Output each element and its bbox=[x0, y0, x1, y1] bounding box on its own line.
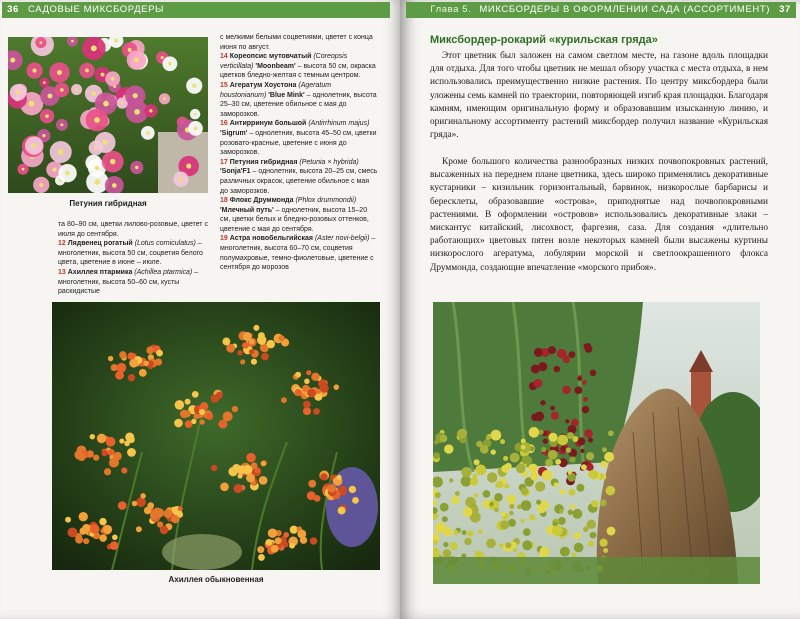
right-page-header bbox=[406, 2, 796, 18]
left-page-header bbox=[2, 2, 390, 18]
col2-item-3: 16 Антирринум большой (Antirrhinum majus) 'Sigrum' – однолетник, высота 45–50 см, цветки розовато-красные, цветение с июня до заморозков. bbox=[220, 120, 377, 157]
left-header-title: САДОВЫЕ МИКСБОРДЕРЫ bbox=[28, 4, 165, 15]
rockery-photo bbox=[433, 302, 760, 584]
petunia-caption: Петуния гибридная bbox=[69, 199, 147, 208]
achillea-caption: Ахиллея обыкновенная bbox=[168, 575, 264, 584]
col2-item-6: 19 Астра новобельгийская (Aster novi-belgii) – многолетник, высота 60–70 см, соцветия полумахровые, темно-фиолетовые, цветение с сентября до морозов bbox=[220, 235, 376, 272]
section-body bbox=[430, 50, 768, 142]
col2-item-0: с мелкими белыми соцветиями, цветет с конца июня по август. bbox=[220, 34, 373, 51]
col2-item-5: 18 Флокс Друммонда (Phlox drummondii) 'Млечный путь' – однолетник, высота 15–20 см, цветки белых и бледно-розовых оттенков, цветение с мая до сентября. bbox=[220, 197, 369, 233]
col2-item-2: 15 Агератум Хоустона (Ageratum houstonianum) 'Blue Mink' – однолетник, высота 25–30 см, цветение обильное с мая до заморозков. bbox=[220, 81, 377, 118]
right-header-title: МИКСБОРДЕРЫ В ОФОРМЛЕНИИ САДА (АССОРТИМЕНТ) bbox=[479, 4, 770, 15]
achillea-photo bbox=[52, 302, 380, 570]
right-page bbox=[400, 0, 800, 619]
petunia-photo bbox=[8, 37, 208, 193]
col1-item-0: та 80–90 см, цветки лилово-розовые, цветет с июля до сентября. bbox=[58, 221, 208, 238]
col1-item-2: 13 Ахиллея птармика (Achillea ptarmica) – многолетник, высота 50–60 см, кусты раскидистые bbox=[58, 268, 199, 296]
right-page-number: 37 bbox=[779, 4, 791, 15]
left-page-number: 36 bbox=[7, 4, 19, 15]
col1-item-1: 12 Лядвенец рогатый (Lotus corniculatus) – многолетник, высота 50 см, соцветия белого цвета, цветение в июне – июле. bbox=[58, 240, 203, 267]
paragraph-2: Кроме большого количества разнообразных низких почвопокровных растений, высаженных на переднем плане цветника, здесь широко применялись декоративные кустарники – кизильник горизонтальный, барвинок, низкорослые барбарисы и бересклеты, образовавшие «острова», приподнятые над почвопокровными растениями. В оформлении «островов» использовались декоративные злаки – мискантус китайский, лисохвост, фаргезия, саза. Для создания «длительно работающих» цветовых пятен возле некоторых камней были высажены куртины низкорослого агератума, лобулярии морской и светлоокрашенного флокса Друммонда, создающие впечатление «морского прибоя». bbox=[430, 157, 768, 273]
col2-item-4: 17 Петуния гибридная (Petunia × hybrida) 'Sonja'F1 – однолетник, высота 20–25 см, смесь различных окрасок, цветение обильное с мая до заморозков. bbox=[220, 158, 378, 195]
paragraph-1: Этот цветник был заложен на самом светлом месте, на газоне вдоль площадки для отдыха. Для того чтобы цветник не мешал обзору участка с места отдыха, в нем использовались преимущественно низкие растения. По центру миксбордера были уложены семь камней по траектории, повторяющей изгиб края площадки. Благодаря камням, имеющим оригинальную форму и образовавшим изысканную линию, и оригинальному ассортименту растений миксбордер получил название «Курильская гряда». bbox=[430, 51, 768, 141]
col2-item-1: 14 Кореопсис мутовчатый (Coreopsis verticillata) 'Moonbeam' – высота 50 см, окраска цветков бледно-желтая с темным центром. bbox=[220, 53, 376, 80]
section-body-2 bbox=[430, 156, 768, 275]
left-text-column-1 bbox=[58, 220, 216, 297]
section-title: Миксбордер-рокарий «курильская гряда» bbox=[430, 34, 658, 46]
left-text-column-2 bbox=[220, 33, 378, 273]
right-header-chapter: Глава 5. bbox=[430, 4, 472, 15]
